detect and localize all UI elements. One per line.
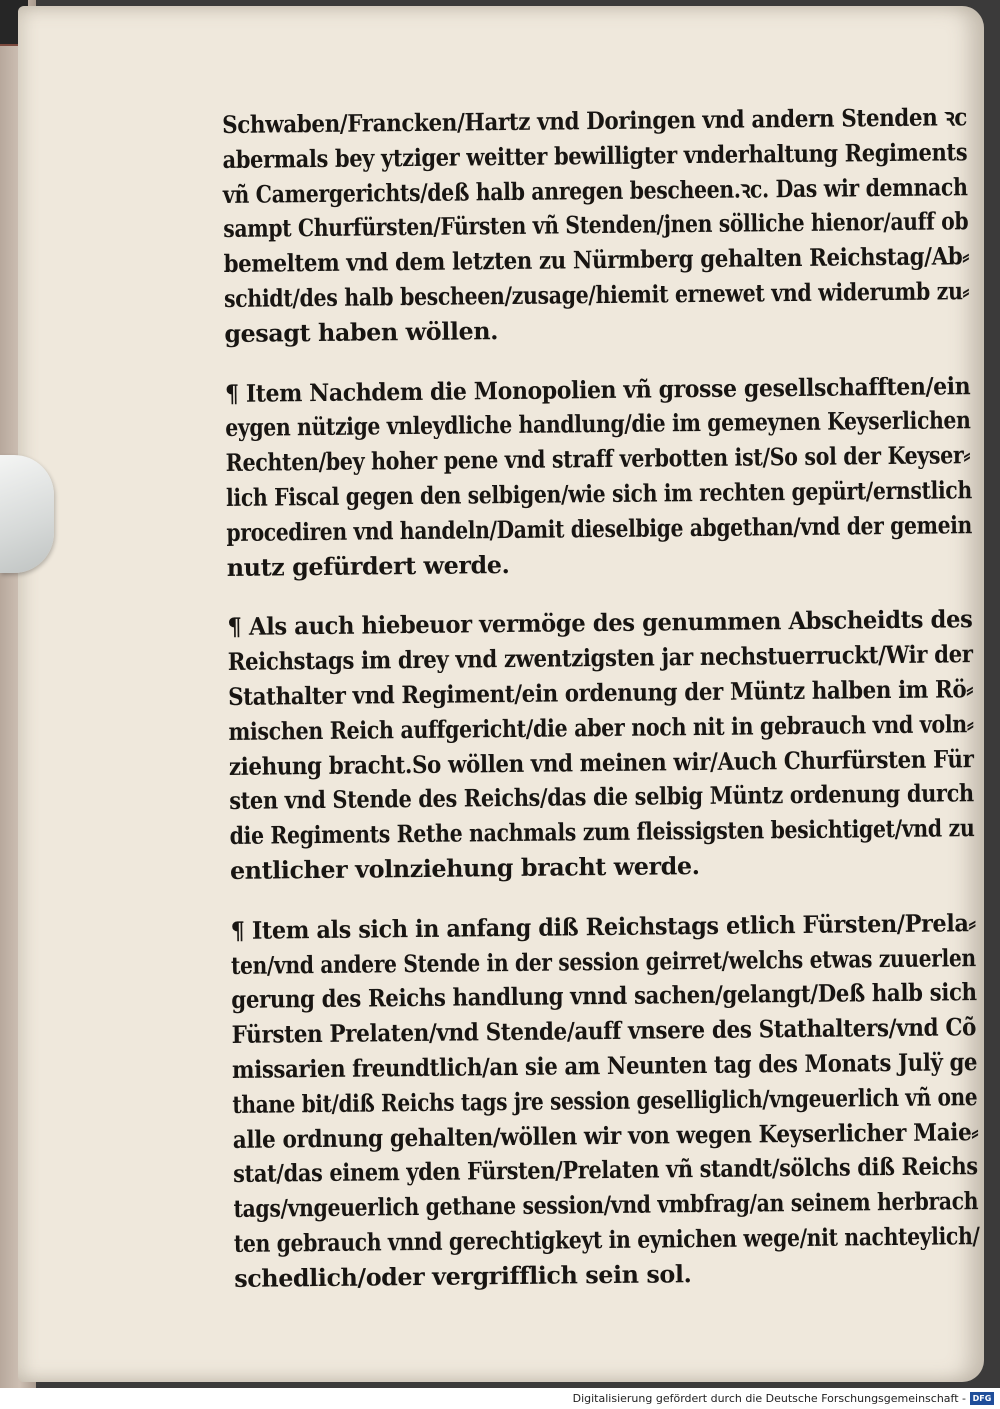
text-line: procediren vnd handeln/Damit dieselbige abgethan/vnd der gemein — [226, 509, 973, 547]
text-line: nutz gefürdert werde. — [226, 549, 510, 582]
text-line: alle ordnung gehalten/wöllen wir von wegen Keyserlicher Maie⸗ — [232, 1116, 979, 1154]
text-line: entlicher volnziehung bracht werde. — [229, 850, 700, 885]
text-line: sampt Churfürsten/Fürsten vñ Stenden/jnen sölliche hienor/auff ob — [223, 206, 969, 244]
footer-bar — [0, 1388, 1000, 1409]
text-line: ten/vnd andere Stende in der session geirret/welchs etwas zuuerlen — [230, 942, 976, 980]
text-line: eygen nützige vnleydliche handlung/die im gemeynen Keyserlichen — [225, 405, 971, 443]
text-line: vñ Camergerichts/deß halb anregen bescheen.ꝛc. Das wir demnach — [222, 171, 968, 209]
text-line: schedlich/oder vergrifflich sein sol. — [234, 1258, 692, 1293]
funding-credit: Digitalisierung gefördert durch die Deutsche Forschungsgemeinschaft - — [572, 1392, 966, 1405]
text-line: lich Fiscal gegen den selbigen/wie sich im rechten gepürt/ernstlich — [225, 475, 972, 512]
text-line: ¶ Item Nachdem die Monopolien vñ grosse gesellschafften/ein — [224, 370, 971, 408]
text-line: Schwaben/Francken/Hartz vnd Doringen vnd andern Stenden ꝛc — [222, 102, 968, 139]
text-line: ten gebrauch vnnd gerechtigkeyt in eynichen wege/nit nachteylich/ — [233, 1221, 980, 1258]
text-line: missarien freundtlich/an sie am Neunten tag des Monats Julÿ ge — [231, 1047, 978, 1084]
text-line: Rechten/bey hoher pene vnd straff verbotten ist/So sol der Keyser⸗ — [225, 440, 971, 478]
page-text — [222, 100, 987, 1321]
text-line: gesagt haben wöllen. — [224, 315, 499, 348]
paragraph-3 — [227, 602, 982, 888]
dfg-logo-icon[interactable]: DFG — [970, 1392, 994, 1405]
text-line: abermals bey ytziger weitter bewilligter vnderhaltung Regiments — [222, 136, 968, 174]
text-line: stat/das einem yden Fürsten/Prelaten vñ standt/sölchs diß Reichs — [233, 1151, 978, 1189]
paragraph-1 — [222, 100, 977, 351]
text-line: Fürsten Prelaten/vnd Stende/auff vnsere des Stathalters/vnd Cõ — [231, 1012, 977, 1050]
text-line: mischen Reich auffgericht/die aber noch nit in gebrauch vnd voln⸗ — [228, 708, 974, 746]
text-line: ziehung bracht.So wöllen vnd meinen wir/Auch Churfürsten Für — [228, 743, 974, 781]
text-line: die Regiments Rethe nachmals zum fleissigsten besichtiget/vnd zu — [229, 813, 975, 851]
text-line: tags/vngeuerlich gethane session/vnd vmbfrag/an seinem herbrach — [233, 1186, 979, 1224]
text-line: ¶ Als auch hiebeuor vermöge des genummen Abscheidts des — [227, 604, 973, 642]
text-line: gerung des Reichs handlung vnnd sachen/gelangt/Deß halb sich — [231, 977, 977, 1015]
page-clip-holder — [0, 455, 54, 573]
paragraph-2 — [225, 369, 979, 586]
text-line: schidt/des halb bescheen/zusage/hiemit ernewet vnd widerumb zu⸗ — [223, 276, 970, 313]
text-line: bemeltem vnd dem letzten zu Nürmberg gehalten Reichstag/Ab⸗ — [223, 241, 970, 279]
text-line: thane bit/diß Reichs tags jre session geselliglich/vngeuerlich vñ one — [232, 1081, 978, 1119]
text-line: Stathalter vnd Regiment/ein ordenung der Müntz halben im Rö⸗ — [228, 674, 974, 711]
paragraph-4 — [230, 906, 986, 1297]
text-line: ¶ Item als sich in anfang diß Reichstags etlich Fürsten/Prela⸗ — [230, 907, 976, 945]
text-line: Reichstags im drey vnd zwentzigsten jar nechstuerruckt/Wir der — [227, 639, 973, 677]
text-line: sten vnd Stende des Reichs/das die selbig Müntz ordenung durch — [229, 778, 974, 816]
